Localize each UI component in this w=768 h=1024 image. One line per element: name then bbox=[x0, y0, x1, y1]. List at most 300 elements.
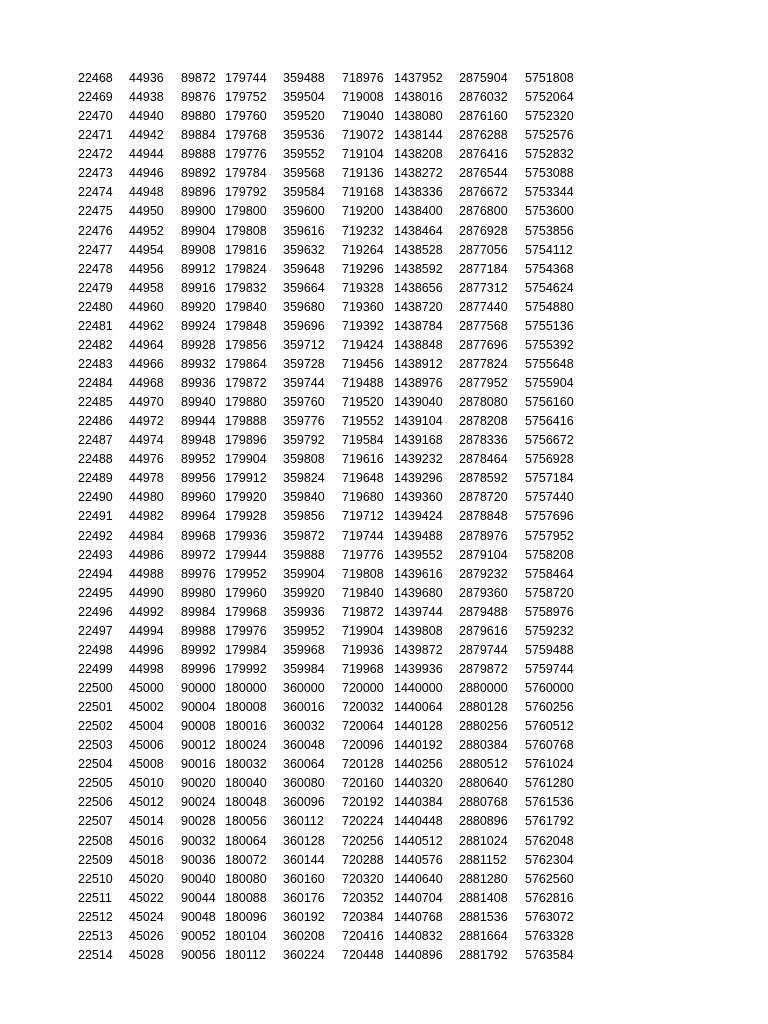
table-cell: 1440192 bbox=[394, 738, 443, 753]
table-cell: 44980 bbox=[129, 490, 164, 505]
table-row bbox=[0, 145, 768, 164]
table-cell: 720320 bbox=[342, 871, 384, 886]
table-cell: 45002 bbox=[129, 700, 164, 715]
table-cell: 359488 bbox=[283, 71, 325, 85]
table-cell: 5754880 bbox=[525, 299, 574, 314]
table-cell: 179904 bbox=[225, 452, 267, 467]
table-cell: 90028 bbox=[181, 814, 216, 829]
table-cell: 89964 bbox=[181, 509, 216, 524]
table-cell: 22511 bbox=[78, 890, 112, 905]
table-row bbox=[0, 336, 768, 355]
table-cell: 1440704 bbox=[394, 890, 443, 905]
table-cell: 2878464 bbox=[459, 452, 508, 467]
table-cell: 180008 bbox=[225, 700, 267, 715]
table-cell: 359840 bbox=[283, 490, 325, 505]
table-cell: 89908 bbox=[181, 242, 216, 257]
table-cell: 45020 bbox=[129, 871, 164, 886]
table-cell: 1439232 bbox=[394, 452, 443, 467]
table-cell: 22505 bbox=[78, 776, 113, 791]
table-cell: 2880640 bbox=[459, 776, 508, 791]
table-cell: 1440448 bbox=[394, 814, 443, 829]
table-cell: 179832 bbox=[225, 280, 267, 295]
table-cell: 5763072 bbox=[525, 909, 574, 924]
table-cell: 2881536 bbox=[459, 909, 508, 924]
table-cell: 360112 bbox=[283, 814, 324, 829]
table-cell: 22476 bbox=[78, 223, 113, 238]
table-cell: 44992 bbox=[129, 604, 164, 619]
table-cell: 2876544 bbox=[459, 166, 508, 181]
table-cell: 22473 bbox=[78, 166, 113, 181]
table-cell: 90024 bbox=[181, 795, 216, 810]
table-cell: 89956 bbox=[181, 471, 216, 486]
table-cell: 45014 bbox=[129, 814, 164, 829]
table-cell: 179776 bbox=[225, 147, 267, 162]
table-cell: 89916 bbox=[181, 280, 216, 295]
table-cell: 1440320 bbox=[394, 776, 443, 791]
table-cell: 720096 bbox=[342, 738, 384, 753]
table-cell: 179976 bbox=[225, 623, 267, 638]
table-cell: 1439808 bbox=[394, 623, 443, 638]
table-cell: 179960 bbox=[225, 585, 267, 600]
table-cell: 5755648 bbox=[525, 356, 574, 371]
table-cell: 359824 bbox=[283, 471, 325, 486]
table-cell: 5762816 bbox=[525, 890, 574, 905]
table-cell: 1439936 bbox=[394, 661, 443, 676]
table-cell: 90008 bbox=[181, 719, 216, 734]
table-cell: 2877824 bbox=[459, 356, 508, 371]
table-cell: 5762304 bbox=[525, 852, 574, 867]
table-row bbox=[0, 927, 768, 946]
table-cell: 719744 bbox=[342, 528, 384, 543]
table-cell: 45018 bbox=[129, 852, 164, 867]
table-cell: 719040 bbox=[342, 109, 384, 124]
table-cell: 5753856 bbox=[525, 223, 574, 238]
table-row bbox=[0, 241, 768, 260]
table-cell: 2879360 bbox=[459, 585, 508, 600]
table-row bbox=[0, 260, 768, 279]
table-cell: 179840 bbox=[225, 299, 267, 314]
table-cell: 180000 bbox=[225, 681, 267, 695]
table-cell: 1440768 bbox=[394, 909, 443, 924]
table-row bbox=[0, 660, 768, 679]
table-cell: 360176 bbox=[283, 890, 325, 905]
table-cell: 5753344 bbox=[525, 185, 574, 200]
table-cell: 1438976 bbox=[394, 376, 443, 390]
table-cell: 179928 bbox=[225, 509, 267, 524]
table-cell: 22507 bbox=[78, 814, 113, 829]
table-cell: 89968 bbox=[181, 528, 216, 543]
table-cell: 720384 bbox=[342, 909, 384, 924]
table-cell: 45026 bbox=[129, 928, 164, 943]
table-cell: 89888 bbox=[181, 147, 216, 162]
table-cell: 22483 bbox=[78, 356, 113, 371]
table-cell: 44994 bbox=[129, 623, 164, 638]
table-cell: 22488 bbox=[78, 452, 113, 467]
table-cell: 1439360 bbox=[394, 490, 443, 505]
table-cell: 1439040 bbox=[394, 395, 443, 410]
table-cell: 1439296 bbox=[394, 471, 443, 486]
table-cell: 22496 bbox=[78, 604, 113, 619]
table-cell: 179984 bbox=[225, 642, 267, 657]
table-cell: 90004 bbox=[181, 700, 216, 715]
table-cell: 179824 bbox=[225, 261, 267, 276]
table-cell: 2880768 bbox=[459, 795, 508, 810]
table-cell: 22482 bbox=[78, 337, 113, 352]
table-cell: 44996 bbox=[129, 642, 164, 657]
table-cell: 719008 bbox=[342, 90, 384, 105]
table-cell: 359952 bbox=[283, 623, 325, 638]
table-cell: 22472 bbox=[78, 147, 113, 162]
table-cell: 1440256 bbox=[394, 757, 443, 772]
table-cell: 5758976 bbox=[525, 604, 574, 619]
table-cell: 180056 bbox=[225, 814, 267, 829]
table-cell: 179752 bbox=[225, 90, 267, 105]
table-cell: 44998 bbox=[129, 661, 164, 676]
table-cell: 2877312 bbox=[459, 280, 508, 295]
table-cell: 719840 bbox=[342, 585, 384, 600]
table-cell: 5755392 bbox=[525, 337, 574, 352]
table-cell: 719168 bbox=[342, 185, 384, 200]
table-cell: 359536 bbox=[283, 128, 325, 143]
table-cell: 1439872 bbox=[394, 642, 443, 657]
table-cell: 90020 bbox=[181, 776, 216, 791]
table-cell: 2878336 bbox=[459, 433, 508, 448]
table-cell: 359664 bbox=[283, 280, 325, 295]
table-cell: 2881408 bbox=[459, 890, 508, 905]
table-row bbox=[0, 546, 768, 565]
table-cell: 719872 bbox=[342, 604, 384, 619]
table-cell: 22506 bbox=[78, 795, 113, 810]
table-cell: 1440832 bbox=[394, 928, 443, 943]
table-row bbox=[0, 603, 768, 622]
table-cell: 22509 bbox=[78, 852, 113, 867]
table-cell: 45024 bbox=[129, 909, 164, 924]
table-cell: 179992 bbox=[225, 661, 267, 676]
table-cell: 179968 bbox=[225, 604, 267, 619]
number-table bbox=[0, 69, 768, 965]
table-cell: 179808 bbox=[225, 223, 267, 238]
table-cell: 89876 bbox=[181, 90, 216, 105]
table-cell: 179792 bbox=[225, 185, 267, 200]
table-cell: 5751808 bbox=[525, 71, 574, 85]
table-row bbox=[0, 736, 768, 755]
table-cell: 89880 bbox=[181, 109, 216, 124]
table-cell: 89944 bbox=[181, 414, 216, 429]
table-cell: 360096 bbox=[283, 795, 325, 810]
table-cell: 720448 bbox=[342, 947, 384, 962]
table-cell: 359632 bbox=[283, 242, 325, 257]
table-cell: 44948 bbox=[129, 185, 164, 200]
table-cell: 90048 bbox=[181, 909, 216, 924]
table-cell: 44936 bbox=[129, 71, 164, 85]
table-cell: 89928 bbox=[181, 337, 216, 352]
table-cell: 90044 bbox=[181, 890, 216, 905]
table-cell: 5753088 bbox=[525, 166, 574, 181]
table-cell: 359584 bbox=[283, 185, 325, 200]
table-cell: 1439680 bbox=[394, 585, 443, 600]
table-cell: 359968 bbox=[283, 642, 325, 657]
table-cell: 22504 bbox=[78, 757, 113, 772]
table-cell: 1438720 bbox=[394, 299, 443, 314]
table-cell: 22501 bbox=[78, 700, 113, 715]
table-cell: 1440512 bbox=[394, 833, 443, 848]
table-row bbox=[0, 279, 768, 298]
table-cell: 22513 bbox=[78, 928, 113, 943]
table-cell: 5755904 bbox=[525, 376, 574, 390]
table-cell: 179848 bbox=[225, 318, 267, 333]
table-cell: 360080 bbox=[283, 776, 325, 791]
table-cell: 1439424 bbox=[394, 509, 443, 524]
table-cell: 45010 bbox=[129, 776, 164, 791]
table-cell: 719200 bbox=[342, 204, 384, 219]
table-cell: 44966 bbox=[129, 356, 164, 371]
table-row bbox=[0, 507, 768, 526]
table-cell: 719776 bbox=[342, 547, 384, 562]
table-cell: 89988 bbox=[181, 623, 216, 638]
table-cell: 719456 bbox=[342, 356, 384, 371]
table-cell: 5758720 bbox=[525, 585, 574, 600]
table-cell: 359696 bbox=[283, 318, 325, 333]
table-cell: 5756160 bbox=[525, 395, 574, 410]
table-cell: 22502 bbox=[78, 719, 113, 734]
table-cell: 44946 bbox=[129, 166, 164, 181]
table-cell: 5758208 bbox=[525, 547, 574, 562]
table-row bbox=[0, 450, 768, 469]
table-cell: 1438784 bbox=[394, 318, 443, 333]
table-cell: 44968 bbox=[129, 376, 164, 390]
table-cell: 1438656 bbox=[394, 280, 443, 295]
table-cell: 719104 bbox=[342, 147, 384, 162]
table-cell: 180096 bbox=[225, 909, 267, 924]
table-row bbox=[0, 622, 768, 641]
table-cell: 359568 bbox=[283, 166, 325, 181]
table-cell: 22494 bbox=[78, 566, 113, 581]
table-cell: 2876672 bbox=[459, 185, 508, 200]
table-cell: 90052 bbox=[181, 928, 216, 943]
table-cell: 45028 bbox=[129, 947, 164, 962]
table-cell: 360224 bbox=[283, 947, 325, 962]
table-cell: 2881024 bbox=[459, 833, 508, 848]
table-cell: 2877184 bbox=[459, 261, 508, 276]
table-cell: 5754624 bbox=[525, 280, 574, 295]
table-row bbox=[0, 107, 768, 126]
table-cell: 179816 bbox=[225, 242, 267, 257]
table-cell: 44986 bbox=[129, 547, 164, 562]
table-cell: 359872 bbox=[283, 528, 325, 543]
table-cell: 719392 bbox=[342, 318, 384, 333]
table-cell: 1440384 bbox=[394, 795, 443, 810]
table-cell: 44974 bbox=[129, 433, 164, 448]
table-cell: 360000 bbox=[283, 681, 325, 695]
table-cell: 360064 bbox=[283, 757, 325, 772]
table-row bbox=[0, 870, 768, 889]
table-cell: 5759232 bbox=[525, 623, 574, 638]
table-row bbox=[0, 641, 768, 660]
table-cell: 1439744 bbox=[394, 604, 443, 619]
table-cell: 5761280 bbox=[525, 776, 574, 791]
table-cell: 44990 bbox=[129, 585, 164, 600]
table-cell: 1439488 bbox=[394, 528, 443, 543]
table-cell: 1439616 bbox=[394, 566, 443, 581]
table-cell: 359776 bbox=[283, 414, 325, 429]
table-cell: 44958 bbox=[129, 280, 164, 295]
table-cell: 359600 bbox=[283, 204, 325, 219]
table-cell: 720032 bbox=[342, 700, 384, 715]
table-cell: 720416 bbox=[342, 928, 384, 943]
table-cell: 2877440 bbox=[459, 299, 508, 314]
table-cell: 1438400 bbox=[394, 204, 443, 219]
table-cell: 360048 bbox=[283, 738, 325, 753]
table-cell: 22469 bbox=[78, 90, 113, 105]
table-cell: 180024 bbox=[225, 738, 267, 753]
table-cell: 22498 bbox=[78, 642, 113, 657]
table-cell: 5752064 bbox=[525, 90, 574, 105]
table-cell: 89924 bbox=[181, 318, 216, 333]
table-cell: 89896 bbox=[181, 185, 216, 200]
table-cell: 1438144 bbox=[394, 128, 443, 143]
table-cell: 5763328 bbox=[525, 928, 574, 943]
table-cell: 360160 bbox=[283, 871, 325, 886]
table-cell: 22503 bbox=[78, 738, 113, 753]
table-cell: 44988 bbox=[129, 566, 164, 581]
table-cell: 89960 bbox=[181, 490, 216, 505]
table-cell: 22500 bbox=[78, 681, 113, 695]
table-cell: 2880000 bbox=[459, 681, 508, 695]
table-cell: 22474 bbox=[78, 185, 113, 200]
table-cell: 719904 bbox=[342, 623, 384, 638]
table-cell: 44984 bbox=[129, 528, 164, 543]
table-cell: 22470 bbox=[78, 109, 113, 124]
table-cell: 1440000 bbox=[394, 681, 443, 695]
table-row bbox=[0, 889, 768, 908]
table-cell: 359792 bbox=[283, 433, 325, 448]
table-row bbox=[0, 812, 768, 831]
table-cell: 45000 bbox=[129, 681, 164, 695]
table-cell: 179880 bbox=[225, 395, 267, 410]
table-cell: 2879616 bbox=[459, 623, 508, 638]
table-cell: 2881280 bbox=[459, 871, 508, 886]
table-cell: 360032 bbox=[283, 719, 325, 734]
table-cell: 359744 bbox=[283, 376, 325, 390]
table-cell: 2878976 bbox=[459, 528, 508, 543]
table-cell: 1438464 bbox=[394, 223, 443, 238]
table-cell: 179912 bbox=[225, 471, 267, 486]
table-row bbox=[0, 69, 768, 88]
table-cell: 89992 bbox=[181, 642, 216, 657]
table-cell: 2879872 bbox=[459, 661, 508, 676]
table-cell: 179856 bbox=[225, 337, 267, 352]
table-cell: 720224 bbox=[342, 814, 384, 829]
table-cell: 719680 bbox=[342, 490, 384, 505]
table-cell: 2878080 bbox=[459, 395, 508, 410]
table-row bbox=[0, 584, 768, 603]
table-cell: 44962 bbox=[129, 318, 164, 333]
table-row bbox=[0, 717, 768, 736]
table-cell: 719520 bbox=[342, 395, 384, 410]
table-cell: 5760512 bbox=[525, 719, 574, 734]
table-cell: 179864 bbox=[225, 356, 267, 371]
table-cell: 1438016 bbox=[394, 90, 443, 105]
table-cell: 2876032 bbox=[459, 90, 508, 105]
table-cell: 180112 bbox=[225, 947, 266, 962]
table-cell: 179800 bbox=[225, 204, 267, 219]
table-cell: 2879232 bbox=[459, 566, 508, 581]
table-cell: 22508 bbox=[78, 833, 113, 848]
table-cell: 44972 bbox=[129, 414, 164, 429]
table-cell: 45022 bbox=[129, 890, 164, 905]
table-cell: 2881152 bbox=[459, 852, 507, 867]
table-cell: 1439168 bbox=[394, 433, 443, 448]
table-cell: 720000 bbox=[342, 681, 384, 695]
table-cell: 2880128 bbox=[459, 700, 508, 715]
table-cell: 1440128 bbox=[394, 719, 443, 734]
table-cell: 22471 bbox=[78, 128, 113, 143]
table-cell: 2876416 bbox=[459, 147, 508, 162]
table-row bbox=[0, 164, 768, 183]
table-cell: 45004 bbox=[129, 719, 164, 734]
table-cell: 44982 bbox=[129, 509, 164, 524]
table-cell: 180040 bbox=[225, 776, 267, 791]
table-cell: 22512 bbox=[78, 909, 113, 924]
table-row bbox=[0, 488, 768, 507]
table-cell: 22499 bbox=[78, 661, 113, 676]
table-cell: 2881664 bbox=[459, 928, 508, 943]
table-cell: 179768 bbox=[225, 128, 267, 143]
table-cell: 179920 bbox=[225, 490, 267, 505]
table-cell: 5760000 bbox=[525, 681, 574, 695]
table-cell: 44944 bbox=[129, 147, 164, 162]
table-cell: 22468 bbox=[78, 71, 113, 85]
table-cell: 90000 bbox=[181, 681, 216, 695]
table-cell: 89972 bbox=[181, 547, 216, 562]
table-cell: 1438528 bbox=[394, 242, 443, 257]
table-cell: 180016 bbox=[225, 719, 267, 734]
table-cell: 2877696 bbox=[459, 337, 508, 352]
table-cell: 5754112 bbox=[525, 242, 573, 257]
table-cell: 89900 bbox=[181, 204, 216, 219]
table-cell: 44942 bbox=[129, 128, 164, 143]
table-cell: 22487 bbox=[78, 433, 113, 448]
table-cell: 720288 bbox=[342, 852, 384, 867]
table-cell: 44976 bbox=[129, 452, 164, 467]
table-cell: 44964 bbox=[129, 337, 164, 352]
table-row bbox=[0, 793, 768, 812]
table-cell: 89920 bbox=[181, 299, 216, 314]
table-cell: 2879488 bbox=[459, 604, 508, 619]
table-row bbox=[0, 126, 768, 145]
table-cell: 180080 bbox=[225, 871, 267, 886]
table-cell: 1438272 bbox=[394, 166, 443, 181]
table-cell: 359904 bbox=[283, 566, 325, 581]
table-cell: 180104 bbox=[225, 928, 267, 943]
table-cell: 1439104 bbox=[394, 414, 443, 429]
table-row bbox=[0, 946, 768, 965]
table-cell: 22484 bbox=[78, 376, 113, 390]
table-cell: 22475 bbox=[78, 204, 113, 219]
table-cell: 2880896 bbox=[459, 814, 508, 829]
table-cell: 719712 bbox=[342, 509, 384, 524]
table-cell: 360192 bbox=[283, 909, 325, 924]
table-cell: 44960 bbox=[129, 299, 164, 314]
table-cell: 5761792 bbox=[525, 814, 574, 829]
table-cell: 719552 bbox=[342, 414, 384, 429]
table-cell: 5754368 bbox=[525, 261, 574, 276]
table-cell: 44940 bbox=[129, 109, 164, 124]
table-row bbox=[0, 202, 768, 221]
table-cell: 5760256 bbox=[525, 700, 574, 715]
table-cell: 1439552 bbox=[394, 547, 443, 562]
table-row bbox=[0, 317, 768, 336]
